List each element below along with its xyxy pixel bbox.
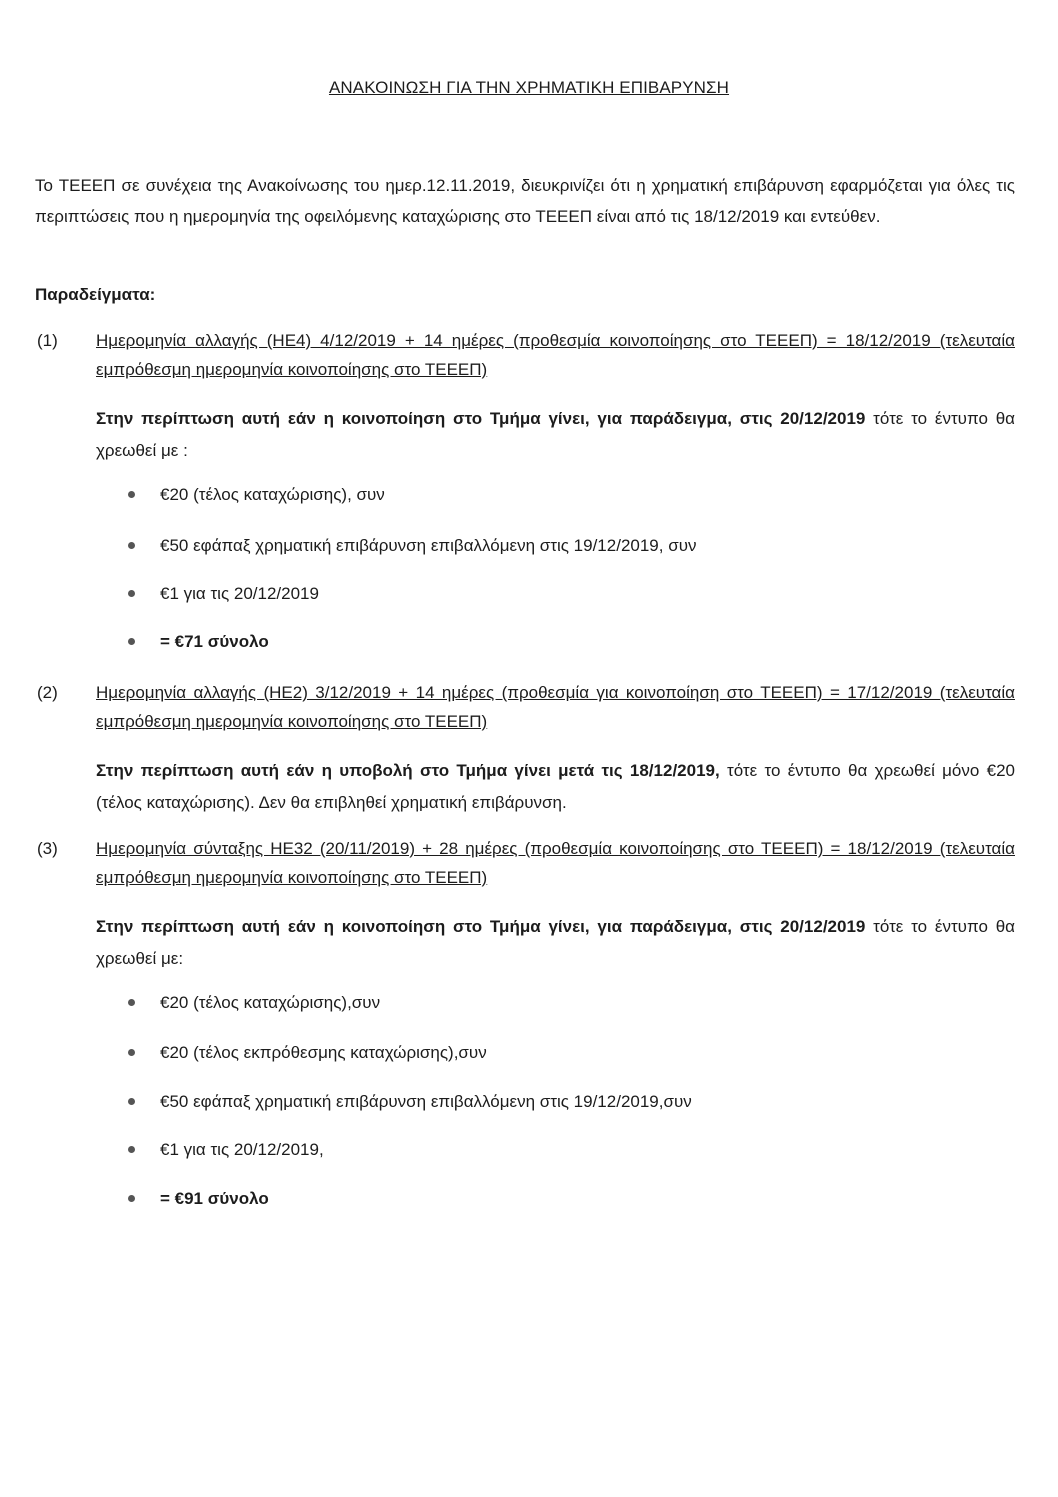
list-item: €20 (τέλος εκπρόθεσμης καταχώρισης),συν bbox=[160, 1039, 487, 1067]
example-3-note bbox=[96, 911, 1015, 975]
example-3-note-bold: Στην περίπτωση αυτή εάν η κοινοποίηση στο Τμήμα γίνει, για παράδειγμα, στις 20/12/2019 bbox=[96, 917, 866, 936]
example-2-number: (2) bbox=[37, 683, 58, 702]
bullet-icon bbox=[128, 999, 135, 1006]
example-1-note-bold: Στην περίπτωση αυτή εάν η κοινοποίηση στο Τμήμα γίνει, για παράδειγμα, στις 20/12/2019 bbox=[96, 409, 866, 428]
example-1-note-rest: τότε το έντυπο θα χρεωθεί με : bbox=[96, 409, 1015, 460]
example-3-note-rest: τότε το έντυπο θα χρεωθεί με: bbox=[96, 917, 1015, 968]
example-2-note-rest: τότε το έντυπο θα χρεωθεί μόνο €20 (τέλος καταχώρισης). Δεν θα επιβληθεί χρηματική επιβάρυνση. bbox=[96, 761, 1015, 812]
example-1-number: (1) bbox=[37, 331, 58, 350]
list-item: €50 εφάπαξ χρηματική επιβάρυνση επιβαλλόμενη στις 19/12/2019,συν bbox=[160, 1088, 692, 1116]
list-item: €20 (τέλος καταχώρισης),συν bbox=[160, 989, 380, 1017]
list-item: €20 (τέλος καταχώρισης), συν bbox=[160, 481, 385, 509]
list-item-total: = €71 σύνολο bbox=[160, 628, 269, 656]
example-3-number: (3) bbox=[37, 839, 58, 858]
bullet-icon bbox=[128, 590, 135, 597]
example-1-note bbox=[96, 403, 1015, 467]
example-2-note bbox=[96, 755, 1015, 819]
intro-paragraph: Το ΤΕΕΕΠ σε συνέχεια της Ανακοίνωσης του ημερ.12.11.2019, διευκρινίζει ότι η χρηματική επιβάρυνση εφαρμόζεται για όλες τις περιπτώσεις που η ημερομηνία της οφειλόμενης καταχώρισης στο ΤΕΕΕΠ είναι από τις 18/12/2019 και εντεύθεν. bbox=[35, 176, 1015, 226]
bullet-icon bbox=[128, 1195, 135, 1202]
list-item-total: = €91 σύνολο bbox=[160, 1185, 269, 1213]
bullet-icon bbox=[128, 1049, 135, 1056]
example-3-heading: Ημερομηνία σύνταξης ΗΕ32 (20/11/2019) + 28 ημέρες (προθεσμία κοινοποίησης στο ΤΕΕΕΠ) = 18/12/2019 (τελευταία εμπρόθεσμη ημερομηνία κοινοποίησης στο ΤΕΕΕΠ) bbox=[96, 839, 1015, 887]
bullet-icon bbox=[128, 1146, 135, 1153]
example-1-heading: Ημερομηνία αλλαγής (ΗΕ4) 4/12/2019 + 14 ημέρες (προθεσμία κοινοποίησης στο ΤΕΕΕΠ) = 18/12/2019 (τελευταία εμπρόθεσμη ημερομηνία κοινοποίησης στο ΤΕΕΕΠ) bbox=[96, 331, 1015, 379]
list-item: €50 εφάπαξ χρηματική επιβάρυνση επιβαλλόμενη στις 19/12/2019, συν bbox=[160, 532, 697, 560]
list-item: €1 για τις 20/12/2019 bbox=[160, 580, 319, 608]
document-title: ΑΝΑΚΟΙΝΩΣΗ ΓΙΑ ΤΗΝ ΧΡΗΜΑΤΙΚΗ ΕΠΙΒΑΡΥΝΣΗ bbox=[328, 78, 730, 97]
bullet-icon bbox=[128, 638, 135, 645]
bullet-icon bbox=[128, 542, 135, 549]
bullet-icon bbox=[128, 491, 135, 498]
example-2-heading: Ημερομηνία αλλαγής (ΗΕ2) 3/12/2019 + 14 ημέρες (προθεσμία για κοινοποίηση στο ΤΕΕΕΠ) = 17/12/2019 (τελευταία εμπρόθεσμη ημερομηνία κοινοποίησης στο ΤΕΕΕΠ) bbox=[96, 683, 1015, 731]
examples-heading: Παραδείγματα: bbox=[35, 285, 156, 304]
list-item: €1 για τις 20/12/2019, bbox=[160, 1136, 324, 1164]
example-2-note-bold: Στην περίπτωση αυτή εάν η υποβολή στο Τμήμα γίνει μετά τις 18/12/2019, bbox=[96, 761, 720, 780]
bullet-icon bbox=[128, 1098, 135, 1105]
